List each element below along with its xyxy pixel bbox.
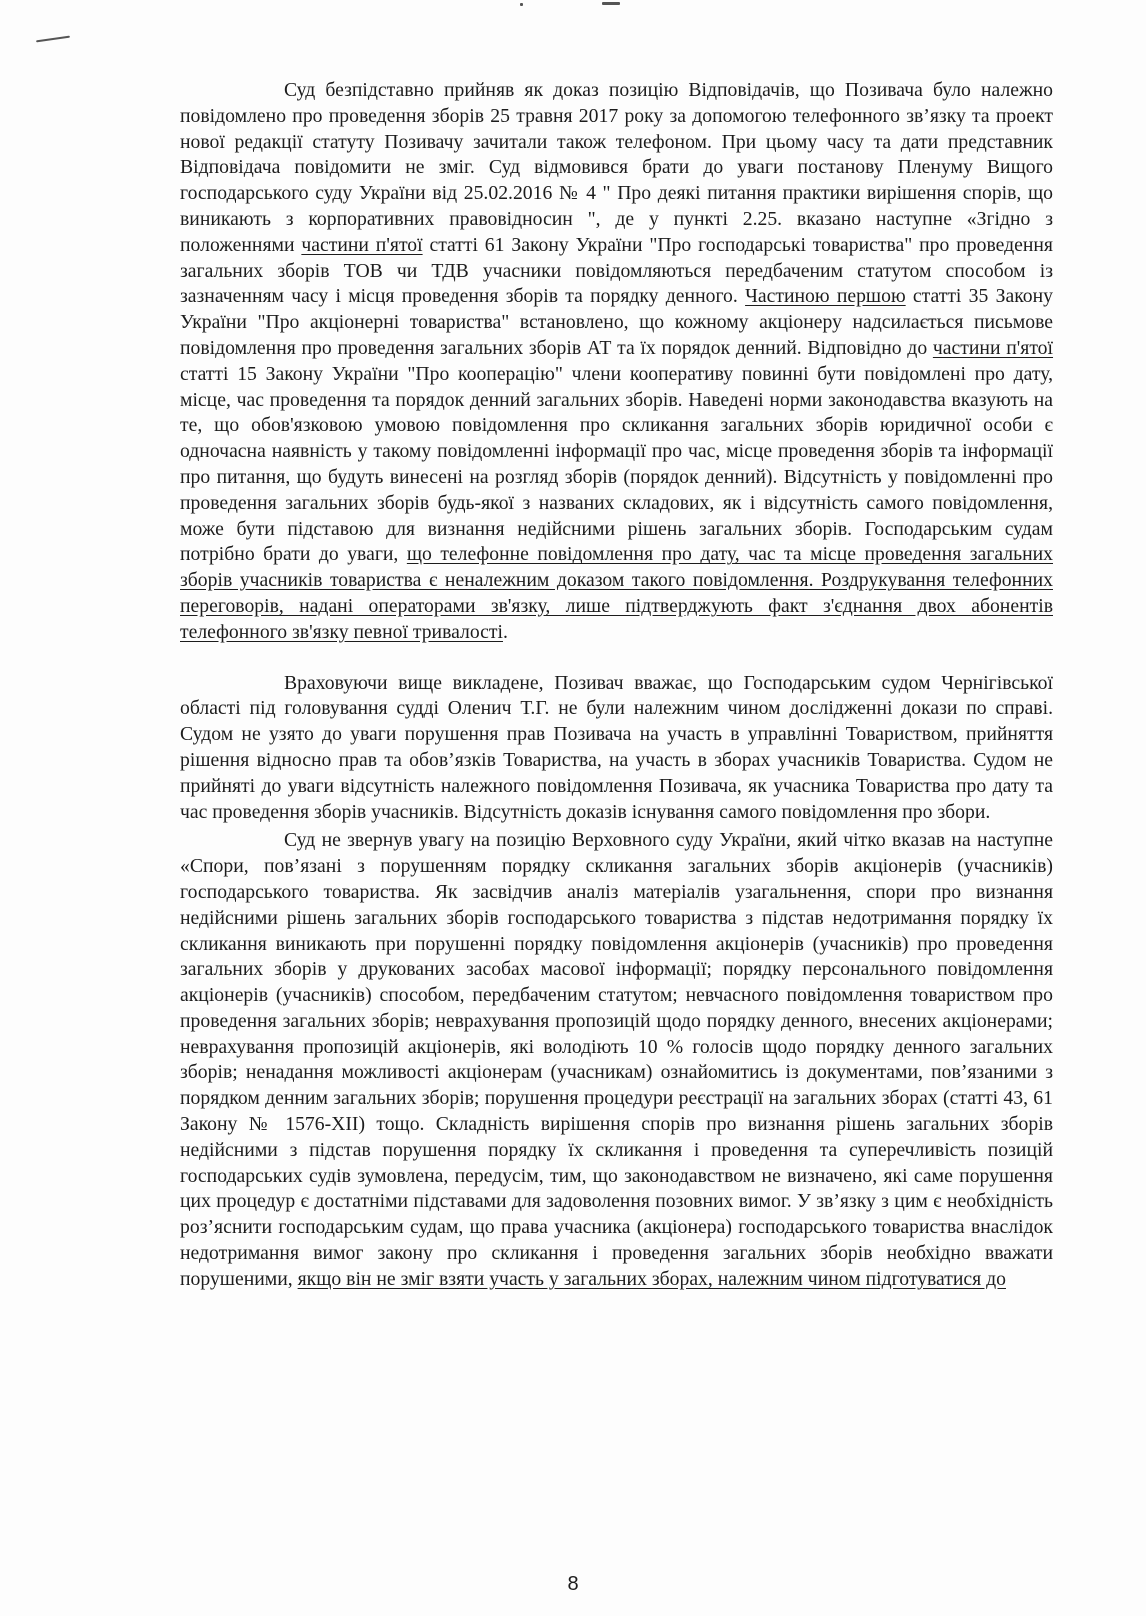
paragraph: Суд безпідставно прийняв як доказ позицію Відповідачів, що Позивача було належно повідомлено про проведення зборів 25 травня 2017 року за допомогою телефонного зв’язку та проект нової редакції статуту Позивачу зачитали також телефоном. При цьому часу та дати представник Відповідача повідомити не зміг. Суд відмовився брати до уваги постанову Пленуму Вищого господарського суду України від 25.02.2016 № 4 " Про деякі питання практики вирішення спорів, що виникають з корпоративних правовідносин ", де у пункті 2.25. вказано наступне «Згідно з положеннями частини п'ятої статті 61 Закону України "Про господарські товариства" про проведення загальних зборів ТОВ чи ТДВ учасники повідомляються передбаченим статутом способом із зазначенням часу і місця проведення зборів та порядку денного. Частиною першою статті 35 Закону України "Про акціонерні товариства" встановлено, що кожному акціонеру надсилається письмове повідомлення про проведення загальних зборів АТ та їх порядок денний. Відповідно до частини п'ятої статті 15 Закону України "Про кооперацію" члени кооперативу повинні бути повідомлені про дату, місце, час проведення та порядок денний загальних зборів. Наведені норми законодавства вказують на те, що обов'язковою умовою повідомлення про скликання загальних зборів юридичної особи є одночасна наявність у такому повідомленні інформації про час, місце проведення зборів та інформації про питання, що будуть винесені на розгляд зборів (порядок денний). Відсутність у повідомленні про проведення загальних зборів будь-якої з названих складових, як і відсутність самого повідомлення, може бути підставою для визнання недійсними рішень загальних зборів. Господарським судам потрібно брати до уваги, що телефонне повідомлення про дату, час та місце проведення загальних зборів учасників товариства є неналежним доказом такого повідомлення. Роздрукування телефонних переговорів, надані операторами зв'язку, лише підтверджують факт з'єднання двох абонентів телефонного зв'язку певної тривалості. <box>180 79 1054 643</box>
underlined-phrase: Частиною першою <box>745 285 906 308</box>
paragraph: Враховуючи вище викладене, Позивач вважає, що Господарським судом Чернігівської області під головування судді Оленич Т.Г. не були належним чином дослідженні докази по справі. Судом не узято до уваги порушення прав Позивача на участь в управлінні Товариством, прийняття рішення відносно прав та обов’язків Товариства, на участь в зборах учасників Товариства. Судом не прийняті до уваги відсутність належного повідомлення Позивача, як учасника Товариства про дату та час проведення зборів учасників. Відсутність доказів існування самого повідомлення про збори. <box>180 671 1053 823</box>
underlined-phrase: що телефонне повідомлення про дату, час та місце проведення загальних зборів учасників товариства є неналежним доказом такого повідомлення. Роздрукування телефонних переговорів, надані операторами зв'язку, лише підтверджують факт з'єднання двох абонентів телефонного зв'язку певної тривалості <box>180 543 1053 643</box>
underlined-phrase: частини п'ятої <box>301 233 423 256</box>
document-body <box>180 78 1053 1293</box>
scan-speck <box>602 2 620 5</box>
underlined-phrase: частини п'ятої <box>932 336 1054 359</box>
page-number: 8 <box>567 1573 579 1595</box>
underlined-phrase: якщо він не зміг взяти участь у загальних зборах, належним чином підготуватися до <box>297 1267 1006 1290</box>
scan-speck <box>36 36 70 43</box>
paragraph: Суд не звернув увагу на позицію Верховного суду України, який чітко вказав на наступне «Спори, пов’язані з порушенням порядку скликання загальних зборів акціонерів (учасників) господарського товариства. Як засвідчив аналіз матеріалів узагальнення, спори про визнання недійсними рішень загальних зборів господарського товариства з підстав недотримання порядку їх скликання виникають при порушенні порядку повідомлення акціонерів (учасників) про проведення загальних зборів у друкованих засобах масової інформації; порядку персонального повідомлення акціонерів (учасників) способом, передбаченим статутом; невчасного повідомлення товариством про проведення загальних зборів; неврахування пропозицій щодо порядку денного, внесених акціонерами; неврахування пропозицій акціонерів, які володіють 10 % голосів щодо порядку денного загальних зборів; ненадання можливості акціонерам (учасникам) ознайомитись із документами, пов’язаними з порядком денним загальних зборів; порушення процедури реєстрації на загальних зборах (статті 43, 61 Закону № 1576-ХІІ) тощо. Складність вирішення спорів про визнання рішень загальних зборів недійсними з підстав порушення порядку їх скликання і проведення та суперечливість позицій господарських судів зумовлена, передусім, тим, що законодавством не визначено, які саме порушення цих процедур є достатніми підставами для задоволення позовних вимог. У зв’язку з цим є необхідність роз’яснити господарським судам, що права учасника (акціонера) господарського товариства внаслідок недотримання вимог закону про скликання і проведення загальних зборів необхідно вважати порушеними, якщо він не зміг взяти участь у загальних зборах, належним чином підготуватися до <box>180 829 1053 1290</box>
scan-speck <box>520 3 523 6</box>
